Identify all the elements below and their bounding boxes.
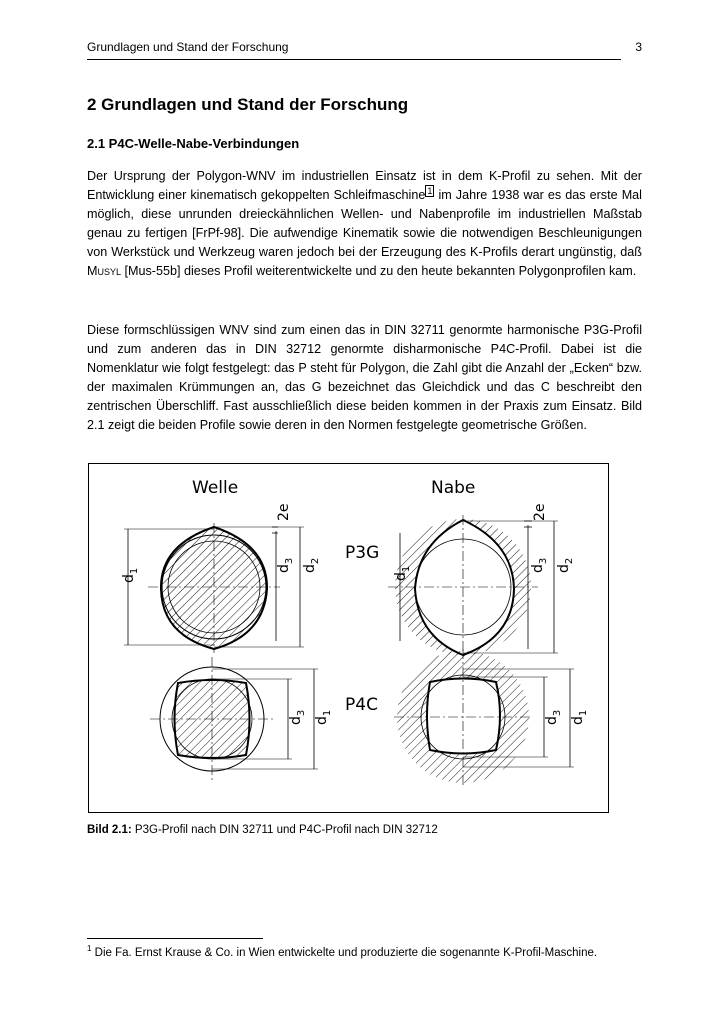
author-name: Musyl (87, 264, 122, 278)
profile-drawing (88, 463, 609, 813)
footnote (87, 944, 647, 959)
dim-label-d2-shaft-p3g: $d_2$ (302, 557, 321, 573)
page-number: 3 (635, 40, 642, 54)
footnote-text: Die Fa. Ernst Krause & Co. in Wien entwickelte und produzierte die sogenannte K-Profil-Maschine. (91, 946, 598, 959)
header-rule (87, 59, 621, 60)
dim-label-d2-hub-p3g: $d_2$ (556, 557, 575, 573)
figure-2-1 (88, 463, 609, 813)
dim-label-d3-shaft-p4c: $d_3$ (288, 709, 307, 725)
running-header-title: Grundlagen und Stand der Forschung (87, 40, 289, 54)
dim-label-d3-hub-p4c: $d_3$ (544, 709, 563, 725)
dim-label-d3-hub-p3g: $d_3$ (530, 557, 549, 573)
dim-label-d1-hub-p3g: $d_1$ (393, 565, 412, 581)
paragraph-1-part-2: im Jahre 1938 war es das erste Mal möglich, diese unrunden dreieckähnlichen Wellen- und Nabenprofile im industriellen Maßstab genau zu fertigen [FrPf-98]. Die aufwendige Kinematik sowie die notwendigen Beschleunigungen von Werkstück und Werkzeug waren jedoch bei der Erzeugung des K-Profils derart ungünstig, daß (87, 188, 642, 259)
label-welle: Welle (192, 478, 239, 498)
footnote-rule (87, 938, 263, 939)
label-nabe: Nabe (431, 478, 476, 498)
figure-frame (89, 464, 609, 813)
dim-label-d3-shaft-p3g: $d_3$ (276, 557, 295, 573)
paragraph-1-part-3: [Mus-55b] dieses Profil weiterentwickelte und zu den heute bekannten Polygonprofilen kam. (121, 264, 637, 278)
caption-label: Bild 2.1: (87, 824, 132, 836)
dim-label-2e-hub: 2e (532, 503, 548, 521)
label-p4c: P4C (345, 695, 378, 715)
footnote-marker: 1 (87, 944, 92, 953)
dim-label-2e-shaft: 2e (276, 503, 292, 521)
paragraph-2: Diese formschlüssigen WNV sind zum einen das in DIN 32711 genormte harmonische P3G-Profil und zum anderen das in DIN 32712 genormte disharmonische P4C-Profil. Dabei ist die Nomenklatur wie folgt festgelegt: das P steht für Polygon, die Zahl gibt die Anzahl der „Ecken“ bzw. der maximalen Krümmungen an, das G bezeichnet das Gleichdick und das C beschreibt den zentrischen Überschliff. Fast ausschließlich diese beiden kommen in der Praxis zum Einsatz. Bild 2.1 zeigt die beiden Profile sowie deren in den Normen festgelegte geometrische Größen. (87, 323, 642, 432)
dim-label-d1-hub-p4c: $d_1$ (570, 709, 589, 725)
caption-text: P3G-Profil nach DIN 32711 und P4C-Profil nach DIN 32712 (131, 824, 438, 836)
label-p3g: P3G (345, 543, 380, 563)
dim-label-d1-shaft-p4c: $d_1$ (314, 709, 333, 725)
section-title: 2 Grundlagen und Stand der Forschung (87, 95, 409, 114)
paragraph-1-part-1: Der Ursprung der Polygon-WNV im industriellen Einsatz ist in dem K-Profil zu sehen. Mit der Entwicklung einer kinematisch gekoppelten Schleifmaschine (87, 169, 642, 202)
dim-label-d1-shaft-p3g: $d_1$ (121, 567, 140, 583)
footnote-reference[interactable]: 1 (427, 185, 433, 196)
subsection-title: 2.1 P4C-Welle-Nabe-Verbindungen (87, 136, 300, 151)
shaft-p3g (124, 523, 304, 653)
hub-p3g (388, 515, 558, 659)
figure-caption (87, 824, 438, 836)
paragraph-1 (87, 167, 642, 281)
